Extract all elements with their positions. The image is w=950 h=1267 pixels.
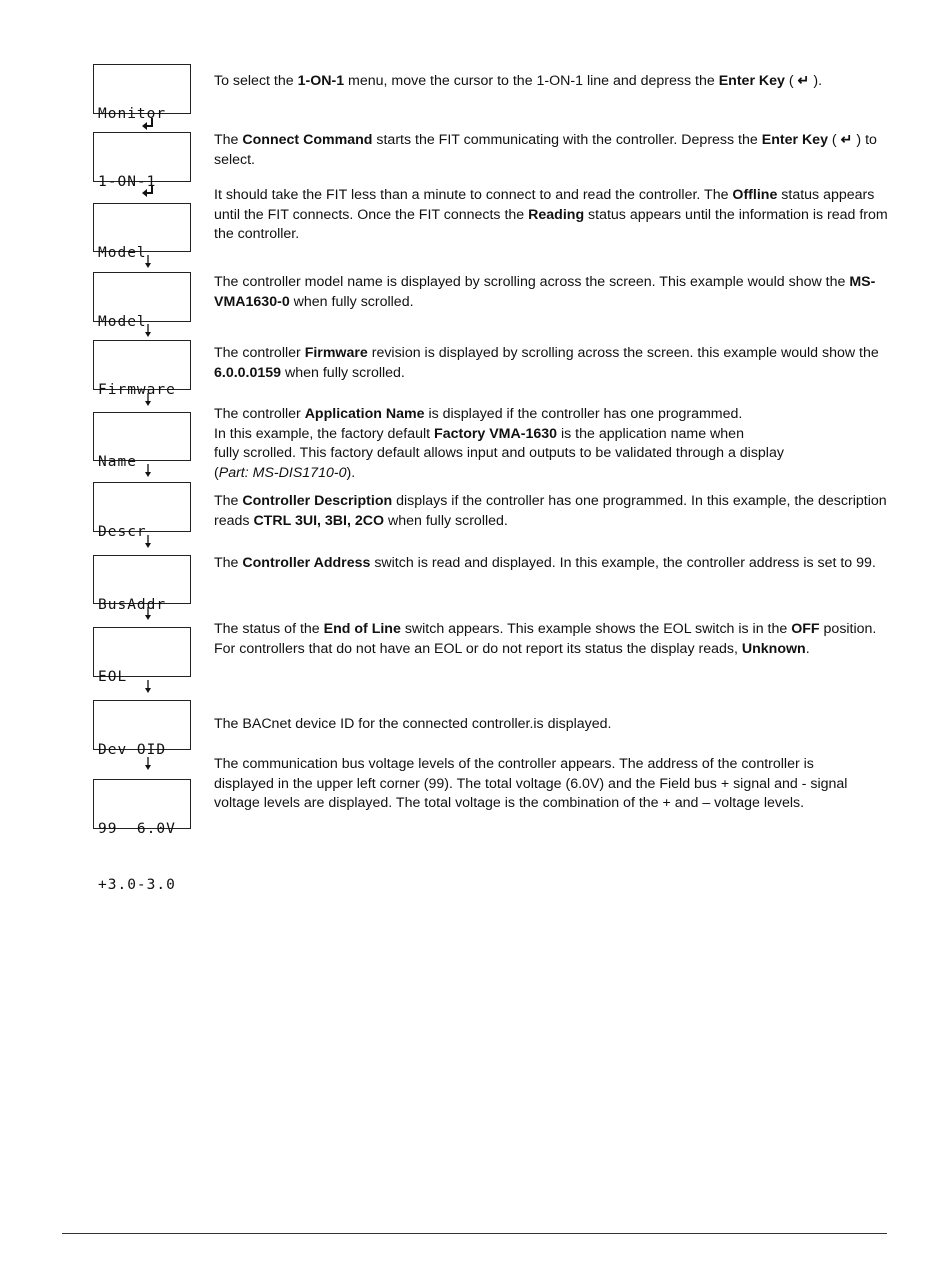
bold-term: Controller Description [242, 493, 393, 509]
desc-text: In this example, the factory default [214, 425, 435, 442]
desc-text: status appears until the information is read from the controller. [214, 206, 888, 242]
lcd-line-1: Model [98, 314, 147, 330]
desc-text: is the application name when [557, 425, 744, 442]
lcd-eol [93, 627, 191, 685]
lcd-model-offline [93, 203, 191, 261]
bold-term: Controller Address [242, 555, 371, 571]
lcd-monitor [93, 64, 191, 122]
step-description [214, 492, 892, 531]
desc-text: The controller [214, 345, 305, 361]
down-arrow-icon [140, 463, 156, 479]
step-description [214, 273, 892, 312]
bold-term: Firmware [304, 345, 368, 361]
lcd-busaddr [93, 555, 191, 613]
bold-term: 1-ON-1 [297, 73, 345, 89]
step-description [214, 405, 892, 483]
desc-text: revision is displayed by scrolling across the screen. this example would show the [367, 345, 879, 361]
bold-term: Unknown [741, 640, 806, 657]
desc-text: when fully scrolled. [384, 512, 508, 529]
footer-rule [62, 1233, 887, 1234]
enter-arrow-icon [140, 116, 156, 132]
lcd-line-1: Name [98, 454, 137, 470]
desc-text: To select the [214, 73, 298, 89]
step-description [214, 344, 892, 383]
down-arrow-icon [140, 534, 156, 550]
step-description [214, 715, 892, 735]
italic-term: Part: MS-DIS1710-0 [218, 464, 347, 481]
desc-text: The communication bus voltage levels of the controller appears. The address of the controller is displayed in the upper left corner (99). The total voltage (6.0V) and the Field bus + signal and - signal voltage levels are displayed. The total voltage is the combination of the + and – voltage levels. [214, 756, 848, 811]
desc-text: The controller [214, 406, 305, 422]
lcd-descr [93, 482, 191, 540]
down-arrow-icon [140, 756, 156, 772]
desc-text: starts the FIT communicating with the controller. Depress the [372, 132, 762, 148]
desc-text: switch appears. This example shows the EOL switch is in the [400, 621, 792, 637]
bold-term: 6.0.0.0159 [214, 364, 282, 381]
desc-text: status appears until the FIT connects. Once the FIT connects the [214, 187, 875, 223]
desc-text: . [805, 640, 810, 657]
down-arrow-icon [140, 606, 156, 622]
enter-key-icon: ↵ [840, 132, 853, 148]
bold-term: Enter Key [718, 73, 785, 89]
bold-term: Connect Command [242, 132, 373, 148]
desc-text: The [214, 132, 243, 148]
desc-text: when fully scrolled. [281, 364, 405, 381]
desc-text: ( [214, 464, 219, 481]
lcd-line-2: +3.0-3.0 [98, 876, 176, 893]
lcd-name [93, 412, 191, 470]
step-description [214, 620, 892, 659]
bold-term: MS-VMA1630-0 [214, 274, 876, 310]
lcd-bus-voltage [93, 779, 191, 893]
lcd-line-1: 99 6.0V [98, 821, 176, 837]
desc-text: fully scrolled. This factory default allows input and outputs to be validated through a display [214, 445, 784, 461]
down-arrow-icon [140, 254, 156, 270]
desc-text: position. For controllers that do not have an EOL or do not report its status the display reads, [214, 621, 877, 657]
desc-text: The controller model name is displayed by scrolling across the screen. This example would show the [214, 274, 850, 290]
desc-text: displays if the controller has one programmed. In this example, the description reads [214, 493, 887, 529]
desc-text: menu, move the cursor to the 1-ON-1 line and depress the [344, 73, 719, 89]
desc-text: ) to select. [214, 132, 877, 168]
lcd-line-1: 1-ON-1 [98, 174, 157, 190]
down-arrow-icon [140, 392, 156, 408]
lcd-firmware [93, 340, 191, 398]
down-arrow-icon [140, 679, 156, 695]
desc-text: The [214, 555, 243, 571]
down-arrow-icon [140, 323, 156, 339]
step-description [214, 131, 892, 170]
lcd-line-1: EOL [98, 669, 128, 685]
enter-arrow-icon [140, 183, 156, 199]
bold-term: Offline [732, 187, 778, 203]
desc-text: The status of the [214, 621, 324, 637]
lcd-line-1: Model [98, 245, 147, 261]
desc-text: ). [346, 464, 356, 481]
bold-term: End of Line [323, 621, 401, 637]
step-description [214, 72, 892, 92]
lcd-dev-oid [93, 700, 191, 758]
bold-term: Application Name [304, 406, 425, 422]
lcd-line-1: Descr [98, 524, 147, 540]
lcd-1-on-1 [93, 132, 191, 190]
lcd-line-1: Dev OID [98, 742, 167, 758]
lcd-line-1: Firmware [98, 382, 176, 398]
desc-text: switch is read and displayed. In this example, the controller address is set to 99. [370, 555, 876, 571]
desc-text: ). [809, 73, 823, 89]
step-description [214, 755, 854, 814]
bold-term: OFF [791, 621, 820, 637]
bold-term: Reading [528, 206, 585, 223]
bold-term: Factory VMA-1630 [434, 425, 558, 442]
lcd-line-1: BusAddr [98, 597, 167, 613]
desc-text: ( [827, 132, 841, 148]
desc-text: ( [784, 73, 798, 89]
enter-key-icon: ↵ [797, 73, 810, 89]
desc-text: It should take the FIT less than a minute to connect to and read the controller. The [214, 187, 733, 203]
bold-term: CTRL 3UI, 3BI, 2CO [253, 512, 385, 529]
step-description [214, 554, 892, 574]
desc-text: when fully scrolled. [289, 293, 414, 310]
desc-text: is displayed if the controller has one programmed. [424, 406, 743, 422]
bold-term: Enter Key [761, 132, 828, 148]
lcd-line-1: Monitor [98, 106, 167, 122]
step-description [214, 186, 892, 245]
desc-text: The BACnet device ID for the connected controller.is displayed. [214, 716, 612, 732]
desc-text: The [214, 493, 243, 509]
lcd-model-name [93, 272, 191, 330]
